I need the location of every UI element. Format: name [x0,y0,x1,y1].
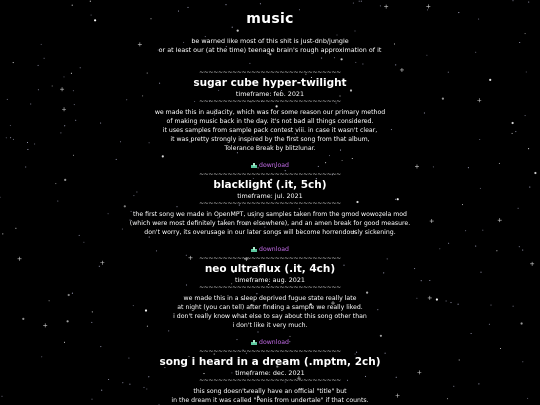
separator: ~~~~~~~~~~~~~~~~~~~~~~~~~~~~~~ [199,98,341,105]
song-timeframe: timeframe: dec. 2021 [235,369,305,377]
song-description-line: the first song we made in OpenMPT, using samples taken from the gmod wowozela mod [132,211,407,218]
separator: ~~~~~~~~~~~~~~~~~~~~~~~~~~~~~~ [199,284,341,291]
song-description [0,210,540,237]
song-timeframe: timeframe: aug. 2021 [235,276,305,284]
song-description-line: it was pretty strongly inspired by the first song from that album, [170,136,370,143]
song-description-line: this song doesn't really have an official "title" but [193,388,347,395]
song-description-line: it uses samples from sample pack contest viii. in case it wasn't clear, [162,127,378,134]
download-label[interactable]: download [259,246,289,253]
song-title: sugar cube hyper-twilight [193,77,347,89]
download-icon [251,163,257,168]
download-icon [251,340,257,345]
song-entry [0,349,540,405]
intro-line: or at least our (at the time) teenage brain's rough approximation of it [158,46,382,54]
download-link[interactable] [251,245,289,254]
song-description [0,294,540,330]
download-label[interactable]: download [259,339,289,346]
separator: ~~~~~~~~~~~~~~~~~~~~~~~~~~~~~~ [199,255,341,262]
song-description-line: i don't like it very much. [232,322,308,329]
download-label[interactable]: download [259,162,289,169]
song-description-line: don't worry, its overusage in our later songs will become horrendously sickening. [144,229,396,236]
download-icon [251,247,257,252]
separator: ~~~~~~~~~~~~~~~~~~~~~~~~~~~~~~ [199,200,341,207]
intro-text [0,37,540,55]
song-description-line: we made this in a sleep deprived fugue state really late [183,295,357,302]
song-description [0,387,540,405]
separator: ~~~~~~~~~~~~~~~~~~~~~~~~~~~~~~ [199,69,341,76]
separator: ~~~~~~~~~~~~~~~~~~~~~~~~~~~~~~ [199,348,341,355]
song-title: neo ultraflux (.it, 4ch) [204,263,336,275]
song-description-line: in the dream it was called "Penis from undertale" if that counts. [171,397,369,404]
intro-line: be warned like most of this shit is just-dnb/jungle [191,37,349,45]
song-description-line: we made this in audacity, which was for some reason our primary method [154,109,386,116]
song-description-line: at night (you can tell) after finding a sample we really liked. [177,304,363,311]
song-description-line: (which were most definitely taken from elsewhere), and an amen break for good measure. [129,220,411,227]
song-title: song i heard in a dream (.mptm, 2ch) [159,356,381,368]
song-description-line: Tolerance Break by blitzlunar. [224,145,316,152]
separator: ~~~~~~~~~~~~~~~~~~~~~~~~~~~~~~ [199,377,341,384]
download-link[interactable] [251,161,289,170]
song-title: blacklight (.it, 5ch) [213,179,327,191]
song-entry [0,172,540,256]
song-timeframe: timeframe: feb. 2021 [235,90,305,98]
song-entry [0,256,540,349]
song-timeframe: timeframe: jul. 2021 [237,192,303,200]
separator: ~~~~~~~~~~~~~~~~~~~~~~~~~~~~~~ [199,171,341,178]
song-description [0,108,540,153]
song-entry [0,70,540,172]
download-link[interactable] [251,338,289,347]
song-description-line: of making music back in the day. it's not bad all things considered. [166,118,374,125]
song-description-line: i don't really know what else to say about this song other than [173,313,367,320]
page-title: music [246,11,294,27]
